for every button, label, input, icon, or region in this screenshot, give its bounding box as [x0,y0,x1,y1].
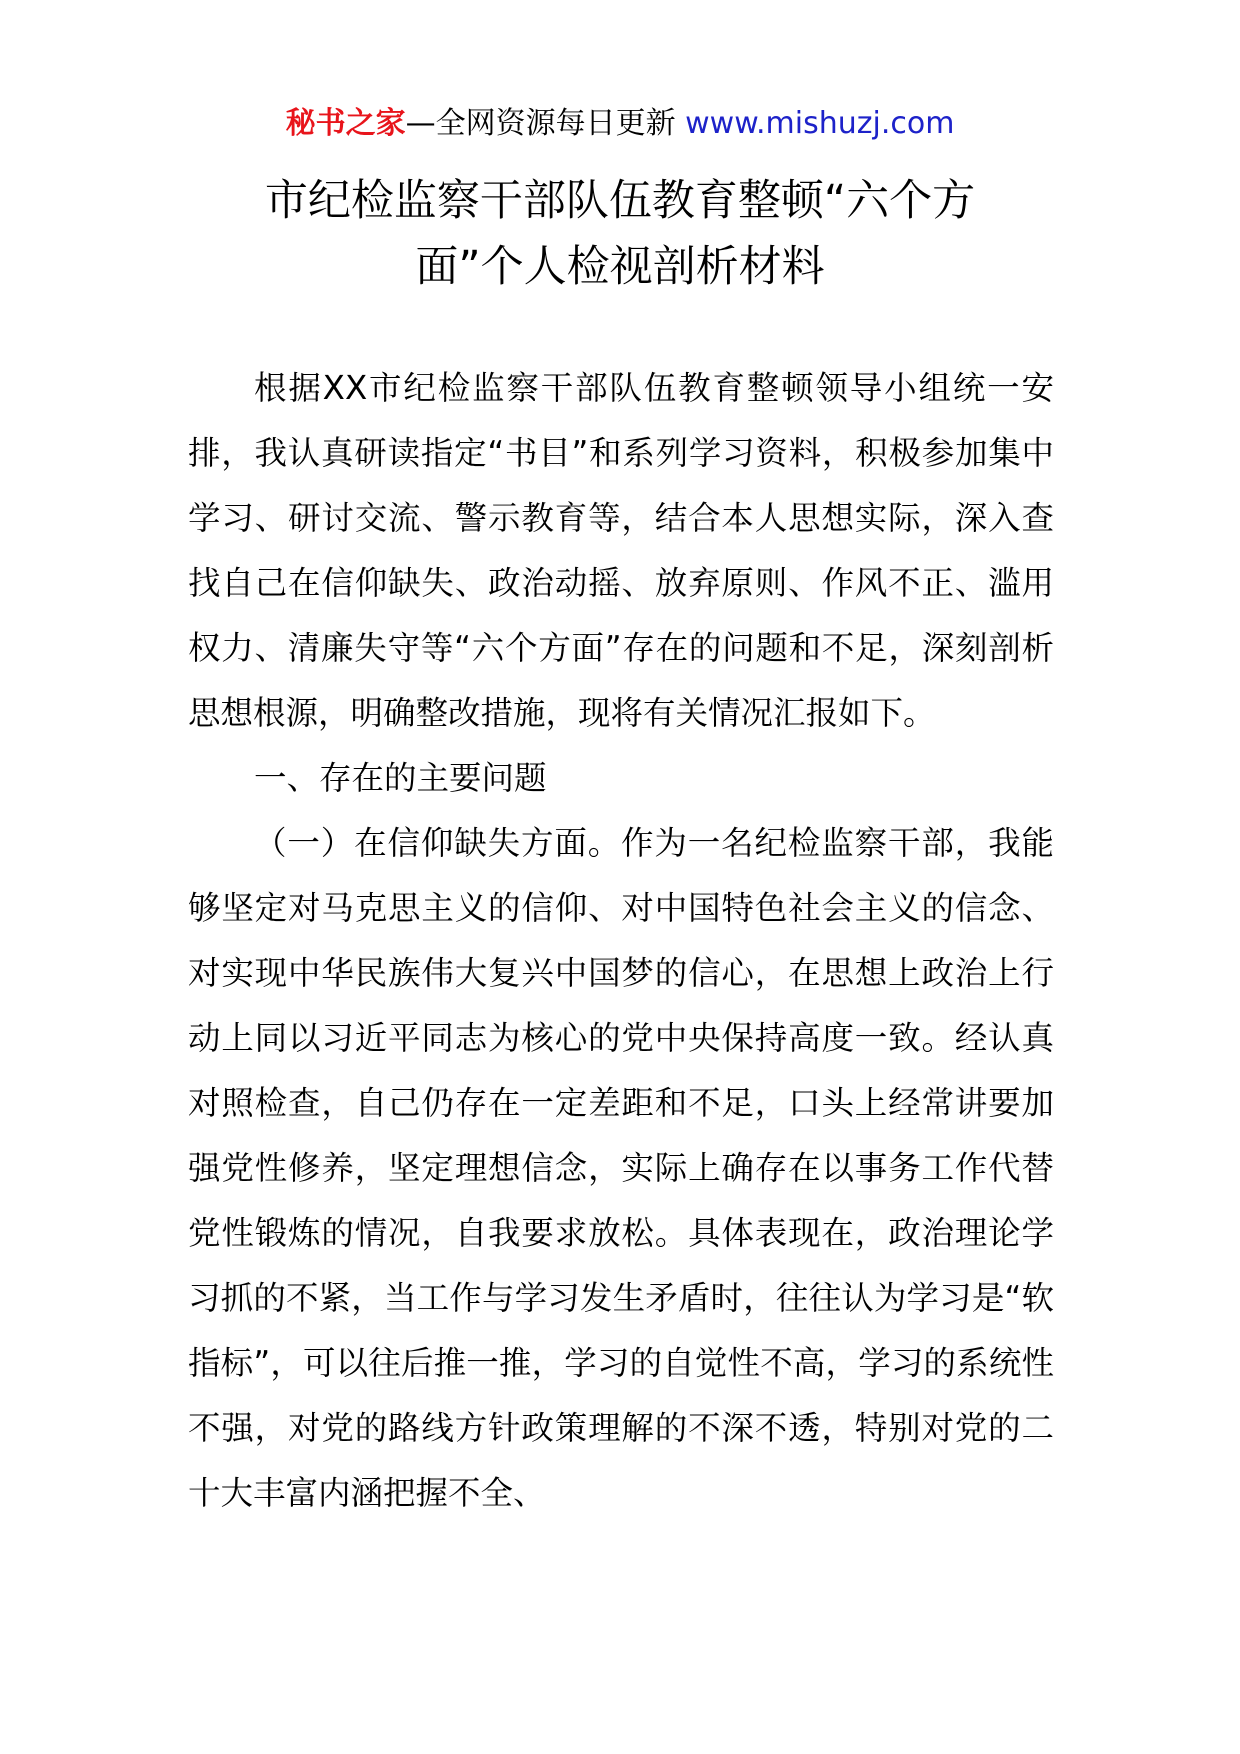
intro-paragraph: 根据XX市纪检监察干部队伍教育整顿领导小组统一安排，我认真研读指定“书目”和系列学习资料，积极参加集中学习、研讨交流、警示教育等，结合本人思想实际，深入查找自己在信仰缺失、政治动摇、放弃原则、作风不正、滥用权力、清廉失守等“六个方面”存在的问题和不足，深刻剖析思想根源，明确整改措施，现将有关情况汇报如下。 [188,369,1054,732]
section-heading: 一、存在的主要问题 [254,759,547,797]
section-paragraph: （一）在信仰缺失方面。作为一名纪检监察干部，我能够坚定对马克思主义的信仰、对中国特色社会主义的信念、对实现中华民族伟大复兴中国梦的信心，在思想上政治上行动上同以习近平同志为核心的党中央保持高度一致。经认真对照检查，自己仍存在一定差距和不足，口头上经常讲要加强党性修养，坚定理想信念，实际上确存在以事务工作代替党性锻炼的情况，自我要求放松。具体表现在，政治理论学习抓的不紧，当工作与学习发生矛盾时，往往认为学习是“软指标”，可以往后推一推，学习的自觉性不高，学习的系统性不强，对党的路线方针政策理解的不深不透，特别对党的二十大丰富内涵把握不全、 [188,824,1054,1512]
document-body [188,356,1054,1526]
site-url-link[interactable]: www.mishuzj.com [685,106,955,141]
document-title-line-2: 面”个人检视剖析材料 [415,242,825,292]
document-title [150,168,1090,300]
document-title-line-1: 市纪检监察干部队伍教育整顿“六个方 [264,176,976,226]
site-tagline: —全网资源每日更新 [405,106,676,141]
site-header [0,104,1240,144]
site-brand: 秘书之家 [285,106,406,141]
